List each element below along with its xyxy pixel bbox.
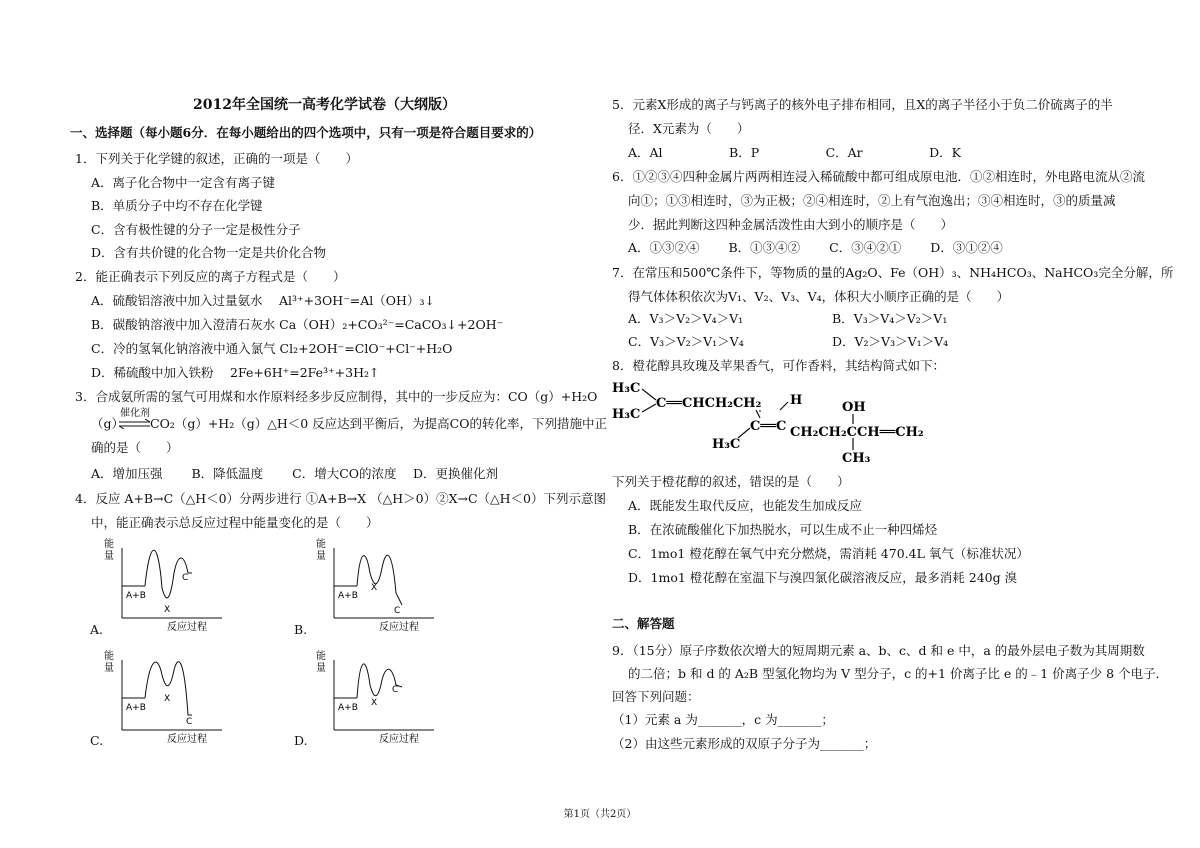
svg-text:C: C (186, 717, 193, 727)
svg-text:C══C: C══C (750, 419, 787, 434)
svg-text:X: X (371, 583, 378, 593)
q9-line4: （1）元素 a 为_______，c 为_______； (612, 712, 834, 727)
page-title: 2012年全国统一高考化学试卷（大纲版） (193, 97, 456, 113)
svg-text:A+B: A+B (338, 703, 358, 713)
q7-option-a: A．V₃＞V₂＞V₄＞V₁ (628, 311, 744, 326)
energy-diagram-a (100, 533, 230, 638)
svg-text:量: 量 (104, 551, 114, 562)
svg-text:C══CHCH₂CH₂: C══CHCH₂CH₂ (656, 396, 762, 411)
q8-option-a: A．既能发生取代反应，也能发生加成反应 (628, 498, 863, 513)
section-heading-choice: 一、选择题（每小题6分．在每小题给出的四个选项中，只有一项是符合题目要求的） (70, 125, 542, 140)
equilibrium-arrow-icon (118, 419, 152, 429)
q4-option-b: B. (294, 622, 308, 637)
energy-diagram-d (312, 645, 442, 750)
q5-line1: 5．元素X形成的离子与钙离子的核外电子排布相同，且X的离子半径小于负二价硫离子的半 (612, 97, 1113, 112)
q8-sub-stem: 下列关于橙花醇的叙述，错误的是（ ） (612, 474, 850, 489)
svg-text:能: 能 (316, 651, 326, 662)
svg-text:能: 能 (316, 539, 326, 550)
q9-line1: 9．（15分）原子序数依次增大的短周期元素 a、b、c、d 和 e 中，a 的最外层电子数为其周期数 (612, 643, 1145, 658)
q6-line2: 向①；①③相连时，③为正极；②④相连时，②上有气泡逸出；③④相连时，③的质量减 (628, 193, 1116, 208)
q3-line2-prefix: （g） (91, 416, 125, 431)
svg-text:量: 量 (316, 551, 326, 562)
q4-option-c: C. (90, 733, 104, 748)
q7-line1: 7．在常压和500℃条件下，等物质的量的Ag₂O、Fe（OH）₃、NH₄HCO₃、NaHCO₃完全分解，所 (612, 265, 1174, 280)
q5-options: A．Al B．P C．Ar D．K (628, 145, 961, 160)
svg-text:OH: OH (842, 400, 866, 415)
page-footer: 第1页（共2页） (563, 809, 637, 820)
q3-line2: CO₂（g）+H₂（g）△H＜0 反应达到平衡后，为提高CO的转化率，下列措施中正 (150, 416, 607, 431)
q4-line2: 中，能正确表示总反应过程中能量变化的是（ ） (91, 515, 379, 530)
svg-text:A+B: A+B (126, 703, 146, 713)
q1-option-a: A．离子化合物中一定含有离子键 (91, 175, 276, 190)
q6-line3: 少．据此判断这四种金属活泼性由大到小的顺序是（ ） (628, 217, 954, 232)
svg-text:H₃C: H₃C (612, 407, 641, 422)
svg-text:X: X (371, 698, 378, 708)
q7-option-c: C．V₃＞V₂＞V₁＞V₄ (628, 334, 744, 349)
svg-text:CH₂CH₂CCH══CH₂: CH₂CH₂CCH══CH₂ (790, 425, 924, 440)
q4-option-a: A. (90, 622, 104, 637)
svg-text:CH₃: CH₃ (842, 451, 871, 466)
q7-option-b: B．V₃＞V₄＞V₂＞V₁ (832, 311, 948, 326)
svg-text:X: X (164, 694, 171, 704)
q9-line3: 回答下列问题： (612, 689, 700, 704)
q2-option-b: B．碳酸钠溶液中加入澄清石灰水 Ca（OH）₂+CO₃²⁻=CaCO₃↓+2OH⁻ (91, 317, 504, 332)
q6-line1: 6．①②③④四种金属片两两相连浸入稀硫酸中都可组成原电池．①②相连时，外电路电流从②流 (612, 169, 1145, 184)
svg-text:量: 量 (316, 663, 326, 674)
svg-text:反应过程: 反应过程 (379, 734, 419, 745)
q2-option-c: C．冷的氢氧化钠溶液中通入氯气 Cl₂+2OH⁻=ClO⁻+Cl⁻+H₂O (91, 341, 453, 356)
q3-catalyst-label: 催化剂 (120, 408, 150, 419)
structural-formula (610, 376, 930, 468)
q1-option-d: D．含有共价键的化合物一定是共价化合物 (91, 245, 327, 260)
q8-option-c: C．1mo1 橙花醇在氧气中充分燃烧，需消耗 470.4L 氧气（标准状况） (628, 546, 1029, 561)
svg-text:反应过程: 反应过程 (379, 622, 419, 633)
q8-option-d: D．1mo1 橙花醇在室温下与溴四氯化碳溶液反应，最多消耗 240g 溴 (628, 570, 1018, 585)
svg-text:能: 能 (104, 539, 114, 550)
q5-line2: 径．X元素为（ ） (628, 121, 750, 136)
svg-text:H₃C: H₃C (712, 437, 741, 452)
q1-option-c: C．含有极性键的分子一定是极性分子 (91, 222, 301, 237)
svg-text:H₃C: H₃C (612, 381, 641, 396)
q3-line3: 确的是（ ） (91, 440, 179, 455)
q9-line5: （2）由这些元素形成的双原子分子为_______； (612, 736, 877, 751)
svg-text:A+B: A+B (126, 591, 146, 601)
q4-line1: 4．反应 A+B→C（△H＜0）分两步进行 ①A+B→X （△H＞0）②X→C（△H＜0）下列示意图 (75, 491, 606, 506)
svg-text:反应过程: 反应过程 (167, 734, 207, 745)
svg-text:反应过程: 反应过程 (167, 622, 207, 633)
energy-diagram-c (100, 645, 230, 750)
svg-text:X: X (164, 605, 171, 615)
svg-text:C: C (392, 685, 399, 695)
q2-option-d: D．稀硫酸中加入铁粉 2Fe+6H⁺=2Fe³⁺+3H₂↑ (91, 365, 380, 380)
svg-text:能: 能 (104, 651, 114, 662)
q1-stem: 1．下列关于化学键的叙述，正确的一项是（ ） (75, 151, 358, 166)
q2-stem: 2．能正确表示下列反应的离子方程式是（ ） (75, 269, 346, 284)
q9-line2: 的二倍；b 和 d 的 A₂B 型氢化物均为 V 型分子，c 的+1 价离子比 e 的﹣1 价离子少 8 个电子． (628, 666, 1169, 681)
q3-line1: 3．合成氨所需的氢气可用煤和水作原料经多步反应制得，其中的一步反应为：CO（g）+H₂O (75, 389, 598, 404)
q2-option-a: A．硫酸铝溶液中加入过量氨水 Al³⁺+3OH⁻=Al（OH）₃↓ (91, 293, 435, 308)
svg-text:A+B: A+B (338, 591, 358, 601)
svg-text:C: C (182, 573, 189, 583)
q1-option-b: B．单质分子中均不存在化学键 (91, 198, 263, 213)
q3-options: A．增加压强 B．降低温度 C．增大CO的浓度 D．更换催化剂 (91, 466, 499, 481)
q4-option-d: D. (294, 733, 308, 748)
svg-text:量: 量 (104, 663, 114, 674)
energy-diagram-b (312, 533, 442, 638)
q8-option-b: B．在浓硫酸催化下加热脱水，可以生成不止一种四烯烃 (628, 522, 938, 537)
q6-options: A．①③②④ B．①③④② C．③④②① D．③①②④ (628, 240, 1003, 255)
svg-text:C: C (394, 606, 401, 616)
q8-stem: 8．橙花醇具玫瑰及苹果香气，可作香料，其结构简式如下： (612, 358, 945, 373)
q7-option-d: D．V₂＞V₃＞V₁＞V₄ (832, 334, 949, 349)
q7-line2: 得气体体积依次为V₁、V₂、V₃、V₄，体积大小顺序正确的是（ ） (628, 289, 1010, 304)
svg-text:H: H (790, 393, 803, 408)
section-heading-answer: 二、解答题 (612, 616, 675, 631)
